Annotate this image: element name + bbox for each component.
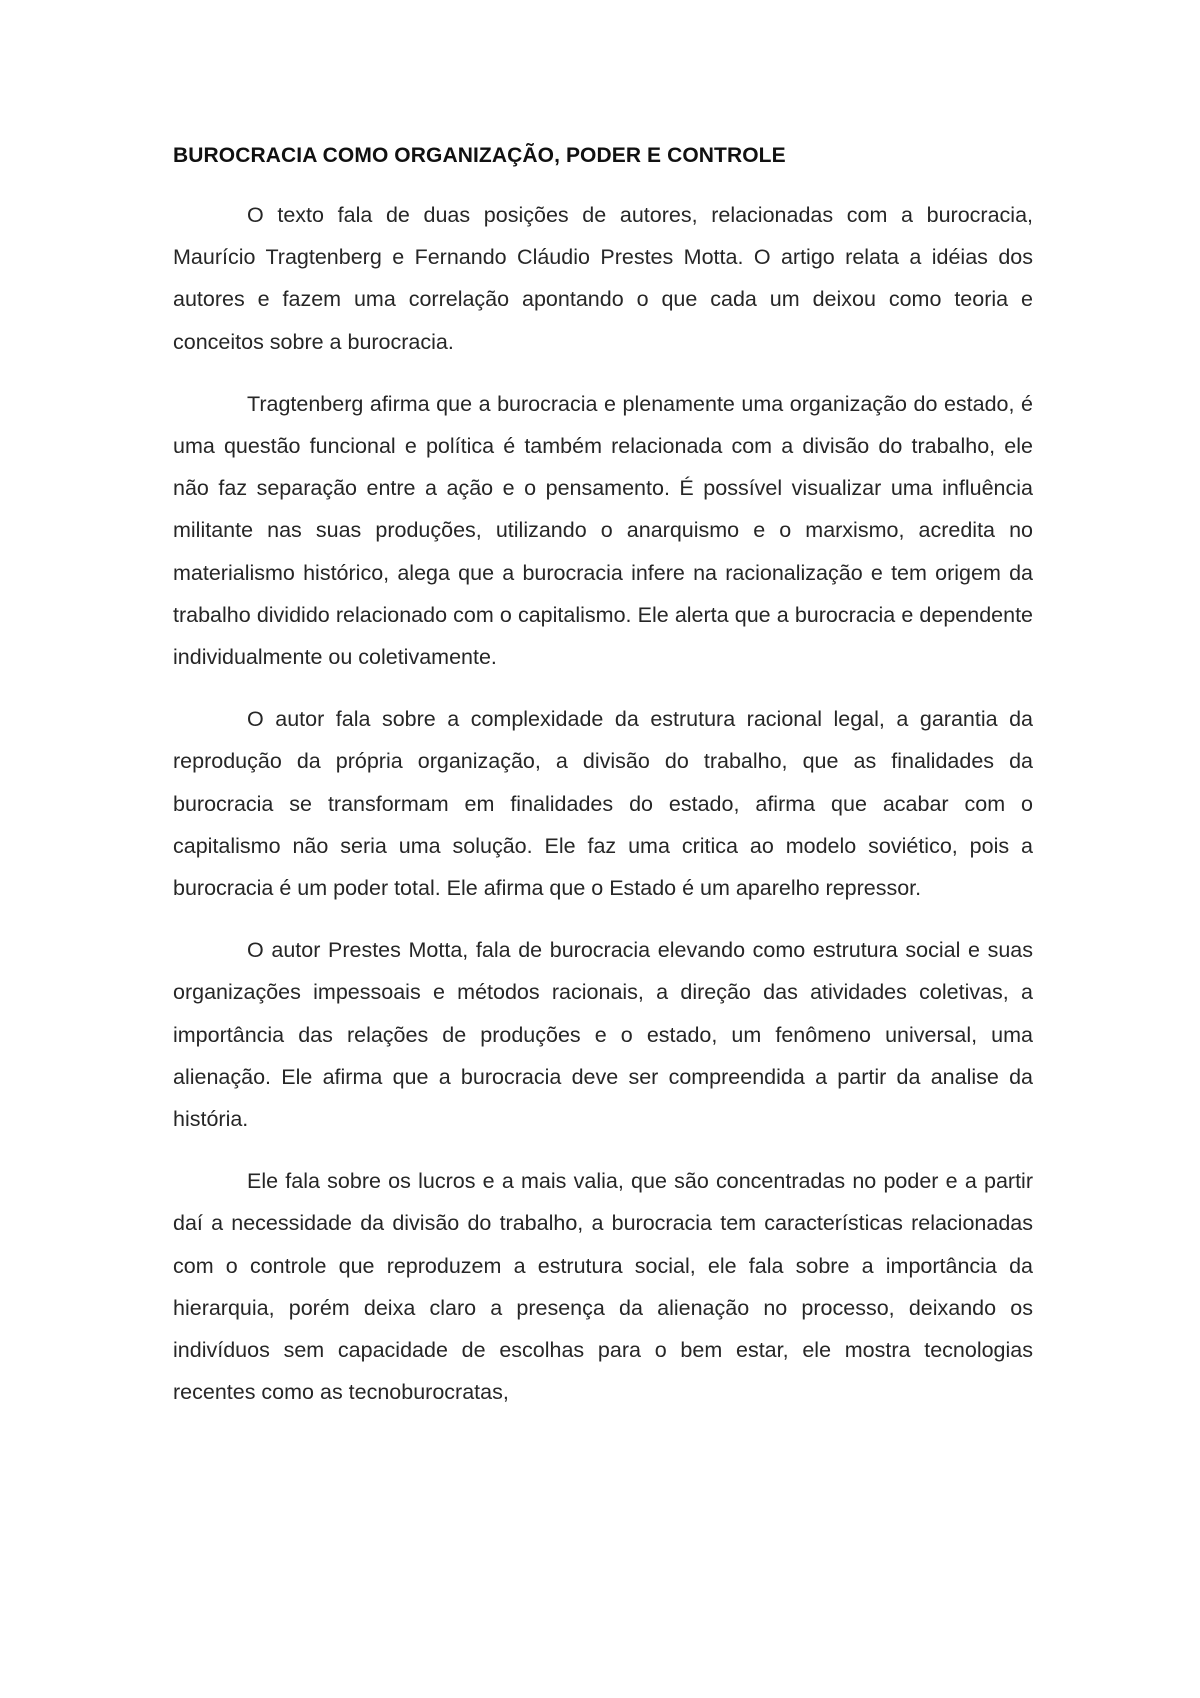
paragraph-3: O autor fala sobre a complexidade da estrutura racional legal, a garantia da reprodução da própria organização, a divisão do trabalho, que as finalidades da burocracia se transformam em finalidades do estado, afirma que acabar com o capitalismo não seria uma solução. Ele faz uma critica ao modelo soviético, pois a burocracia é um poder total. Ele afirma que o Estado é um aparelho repressor. [173, 707, 1033, 901]
document-body [173, 139, 1033, 1433]
document-title: BUROCRACIA COMO ORGANIZAÇÃO, PODER E CONTROLE [173, 144, 786, 167]
paragraph-5: Ele fala sobre os lucros e a mais valia, que são concentradas no poder e a partir daí a necessidade da divisão do trabalho, a burocracia tem características relacionadas com o controle que reproduzem a estrutura social, ele fala sobre a importância da hierarquia, porém deixa claro a presença da alienação no processo, deixando os indivíduos sem capacidade de escolhas para o bem estar, ele mostra tecnologias recentes como as tecnoburocratas, [173, 1169, 1033, 1405]
paragraph-4: O autor Prestes Motta, fala de burocracia elevando como estrutura social e suas organizações impessoais e métodos racionais, a direção das atividades coletivas, a importância das relações de produções e o estado, um fenômeno universal, uma alienação. Ele afirma que a burocracia deve ser compreendida a partir da analise da história. [173, 938, 1033, 1132]
paragraph-1: O texto fala de duas posições de autores, relacionadas com a burocracia, Maurício Tragtenberg e Fernando Cláudio Prestes Motta. O artigo relata a idéias dos autores e fazem uma correlação apontando o que cada um deixou como teoria e conceitos sobre a burocracia. [173, 203, 1033, 354]
paragraph-2: Tragtenberg afirma que a burocracia e plenamente uma organização do estado, é uma questão funcional e política é também relacionada com a divisão do trabalho, ele não faz separação entre a ação e o pensamento. É possível visualizar uma influência militante nas suas produções, utilizando o anarquismo e o marxismo, acredita no materialismo histórico, alega que a burocracia infere na racionalização e tem origem da trabalho dividido relacionado com o capitalismo. Ele alerta que a burocracia e dependente individualmente ou coletivamente. [173, 391, 1033, 670]
